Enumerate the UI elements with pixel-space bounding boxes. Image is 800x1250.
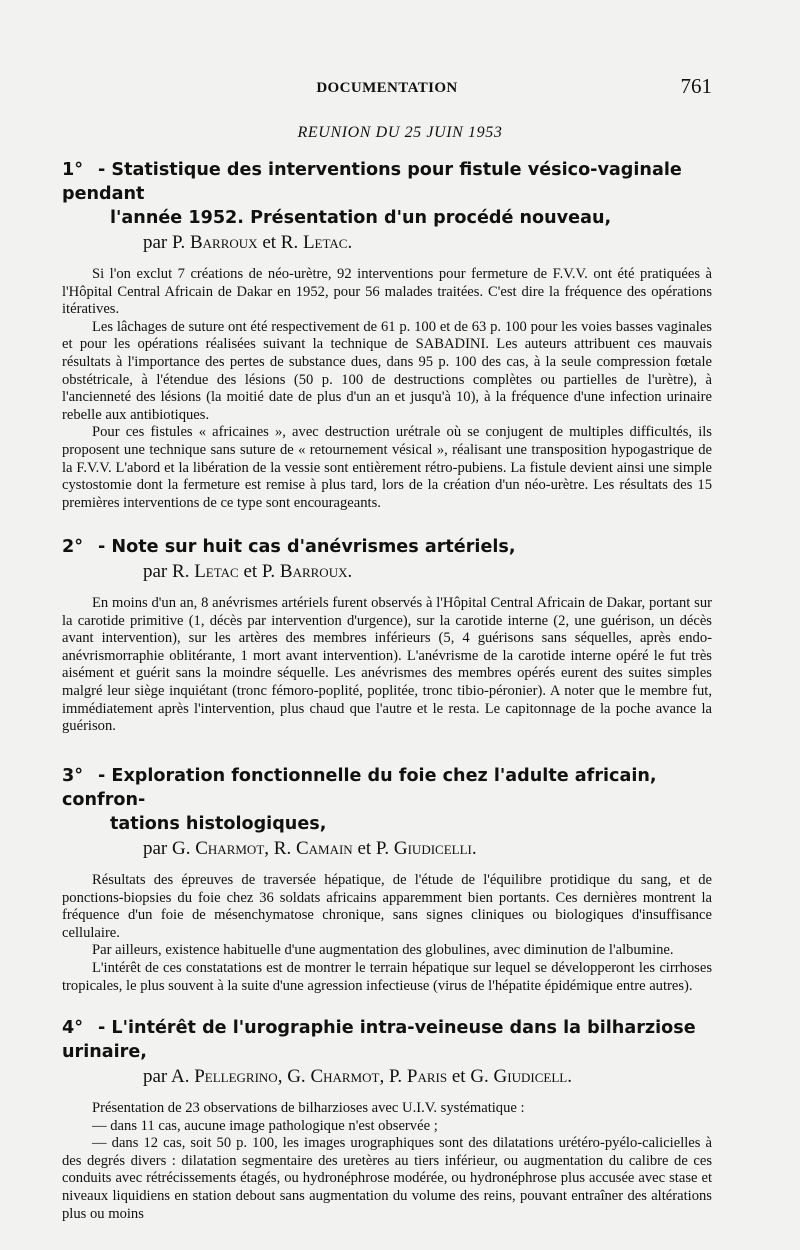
author-name: Letac [302,232,348,253]
section-1 [62,158,712,512]
section-authors: par A. Pellegrino, G. Charmot, P. Paris et G. Giudicell. [143,1066,572,1087]
paragraph: Résultats des épreuves de traversée hépatique, de l'étude de l'équilibre protidique du sang, et de ponctions-biopsies du foie chez 36 soldats africains apparemment bien portants. Ces dernières montrent la fréquence d'un foie de mésenchymatose chronique, sans signes cliniques ou biologiques d'insuffisance cellulaire. [62,872,712,941]
paragraph: En moins d'un an, 8 anévrismes artériels furent observés à l'Hôpital Central Africain de Dakar, portant sur la carotide primitive (1, décès par intervention d'urgence), sur la carotide interne (2, une guérison, un décès avant intervention), sur les artères des membres inférieurs (5, 4 guérisons sans séquelles, après endo-anévrismorraphie oblitérante, 1 mort avant intervention). L'anévrisme de la carotide interne opéré le fut très aisément et guérit sans la moindre séquelle. Les anévrismes des membres opérés eurent des suites simples malgré leur siège inquiétant (tronc fémoro-poplité, poplitée, tronc tibio-péronier). A noter que le membre fut, immédiatement après l'intervention, plus chaud que l'autre et le resta. Le capitonnage de la poche avance la guérison. [62,595,712,735]
paragraph: Les lâchages de suture ont été respectivement de 61 p. 100 et de 63 p. 100 pour les voies basses vaginales et pour les opérations réalisées suivant la technique de SABADINI. Les auteurs attribuent ces mauvais résultats à l'importance des pertes de substance dues, dans 95 p. 100 des cas, à la seule compression fœtale obstétricale, à l'étendue des lésions (50 p. 100 de destructions complètes ou partielles de l'urètre), à l'ancienneté des lésions (la moitié date de plus d'un an et jusqu'à 10), à la fréquence d'une infection urinaire rebelle aux antibiotiques. [62,318,712,423]
section-number: 1° [62,160,84,180]
list-item: — dans 11 cas, aucune image pathologique n'est observée ; [92,1117,438,1134]
author-initial: P. [172,232,190,253]
section-title-line: tations histologiques, [110,814,327,834]
author-name: Letac [194,561,239,582]
author-name: Barroux [279,561,348,582]
author-initial: A. [170,1066,195,1087]
page-number: 761 [680,74,712,98]
section-2 [62,535,712,736]
author-name: Giudicelli [393,838,472,859]
author-name: Giudicell [493,1066,568,1087]
list-item: — dans 12 cas, soit 50 p. 100, les images urographiques sont des dilatations urétéro-pyélo-calicielles à des degrés divers : dilatation segmentaire des uretères au tiers inférieur, ou augmentation du calibre de ces conduits avec rétrécissements étagés, ou hydronéphrose modérée, ou hydronéphrose plus accusée avec stase et niveaux liquidiens en station debout sans augmentation du volume des reins, pouvant entraîner des altérations plus ou moins [62,1135,712,1222]
section-title-line: - L'intérêt de l'urographie intra-veineuse dans la bilharziose urinaire, [62,1018,696,1062]
meeting-date-heading: REUNION DU 25 JUIN 1953 [297,124,503,141]
author-initial: , P. [379,1066,407,1087]
section-3 [62,764,712,995]
section-number: 3° [62,766,84,786]
section-number: 4° [62,1018,84,1038]
paragraph: Si l'on exclut 7 créations de néo-urètre, 92 interventions pour fermeture de F.V.V. ont été pratiquées à l'Hôpital Central Africain de Dakar en 1952, pour 56 malades traitées. C'est dire la fréquence des opérations itératives. [62,266,712,318]
paragraph: L'intérêt de ces constatations est de montrer le terrain hépatique sur lequel se développeront les cirrhoses tropicales, le plus souvent à la suite d'une agression infectieuse (virus de l'hépatite épidémique entre autres). [62,959,712,994]
author-initial: et P. [352,838,394,859]
running-title: DOCUMENTATION [316,80,458,96]
section-authors: par P. Barroux et R. Letac. [143,232,353,253]
author-initial: et R. [257,232,303,253]
section-authors: par R. Letac et P. Barroux. [143,561,353,582]
section-title-line: - Statistique des interventions pour fistule vésico-vaginale pendant [62,160,682,204]
author-punct: . [347,561,353,582]
author-name: Camain [295,838,353,859]
author-initial: , R. [264,838,296,859]
section-title [62,158,712,230]
author-punct: . [471,838,477,859]
author-name: Charmot [195,838,265,859]
author-initial: et P. [238,561,280,582]
section-title [62,535,712,559]
author-initial: , G. [277,1066,311,1087]
section-4 [62,1016,712,1223]
section-title [62,1016,712,1064]
paragraph: Pour ces fistules « africaines », avec destruction urétrale où se conjugent de multiples difficultés, ils proposent une technique sans suture de « retournement vésical », réalisant une transposition hypogastrique de la F.V.V. L'abord et la libération de la vessie sont entièrement rétro-pubiens. La fistule devient ainsi une simple cystostomie dont la fermeture est remise à plus tard, lors de la création d'un néo-urètre. Les résultats des 15 premières interventions de ce type sont encourageants. [62,424,712,511]
section-title-line: l'année 1952. Présentation d'un procédé nouveau, [110,208,612,228]
author-name: Paris [406,1066,448,1087]
author-name: Charmot [310,1066,380,1087]
paragraph: Présentation de 23 observations de bilharzioses avec U.I.V. systématique : [92,1100,525,1116]
section-number: 2° [62,537,84,557]
page-header [62,76,712,102]
author-name: Pellegrino [194,1066,278,1087]
author-initial: G. [172,838,196,859]
section-title [62,764,712,836]
section-title-line: - Note sur huit cas d'anévrismes artériels, [98,537,516,557]
paragraph: Par ailleurs, existence habituelle d'une augmentation des globulines, avec diminution de l'albumine. [92,942,674,959]
section-title-line: - Exploration fonctionnelle du foie chez l'adulte africain, confron- [62,766,657,810]
author-punct: . [347,232,353,253]
section-authors: par G. Charmot, R. Camain et P. Giudicelli. [143,838,477,859]
author-initial: et G. [447,1066,494,1087]
author-punct: . [567,1066,572,1087]
author-name: Barroux [189,232,258,253]
author-initial: R. [172,561,195,582]
